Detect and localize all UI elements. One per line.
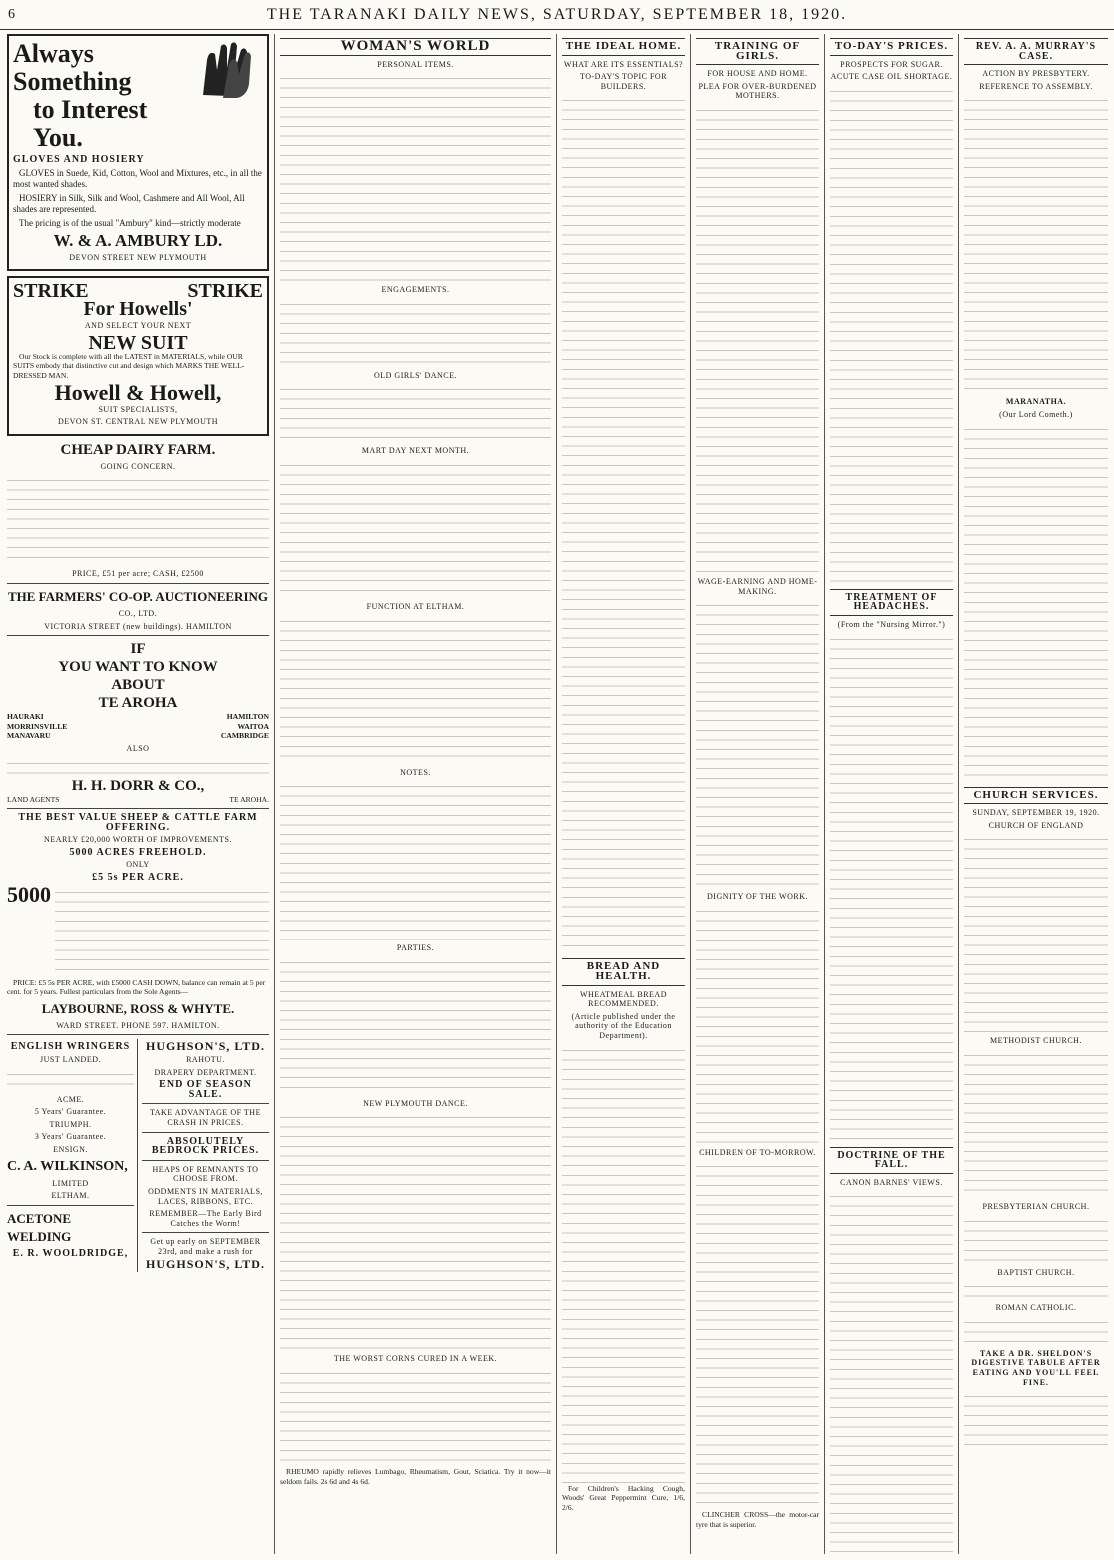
wilkinson-town: ELTHAM. [51, 1191, 90, 1201]
prices-sub1: PROSPECTS FOR SUGAR. [840, 59, 943, 69]
baptist-head: BAPTIST CHURCH. [997, 1267, 1075, 1277]
ideal-sub1: WHAT ARE ITS ESSENTIALS? [563, 59, 684, 69]
welding-head: ACETONE WELDING [7, 1210, 72, 1244]
maranatha-sub: (Our Lord Cometh.) [999, 409, 1073, 419]
sheep-addr: WARD STREET. PHONE 597. HAMILTON. [56, 1020, 220, 1030]
sheep-terms: PRICE: £5 5s PER ACRE, with £5000 CASH DOWN, balance can remain at 5 per cent. for 5 years. Fullest particulars from the Sole Agents— [7, 977, 266, 997]
howell-for: For Howells' [83, 298, 193, 321]
farmers-co: CO., LTD. [118, 608, 158, 618]
ambury-line1: Always Something [13, 39, 132, 96]
fall-sub: CANON BARNES' VIEWS. [840, 1177, 943, 1187]
howell-ad [7, 276, 269, 436]
children-head: CHILDREN OF TO-MORROW. [699, 1147, 816, 1157]
glove-illustration [193, 40, 263, 100]
training-sub1: FOR HOUSE AND HOME. [707, 69, 808, 79]
hughsons-start: Get up early on SEPTEMBER 23rd, and make a rush for [150, 1237, 261, 1256]
farm-sub: GOING CONCERN. [100, 461, 176, 471]
howell-addr: DEVON ST. CENTRAL NEW PLYMOUTH [57, 417, 219, 427]
church-england-head: CHURCH OF ENGLAND [988, 820, 1084, 830]
murray-sub1: ACTION BY PRESBYTERY. [982, 69, 1090, 79]
peppermint-ad: For Children's Hacking Cough, Woods' Great Peppermint Cure, 1/6, 2/6. [562, 1483, 685, 1512]
hughsons-town: RAHOTU. [186, 1055, 225, 1065]
methodist-head: METHODIST CHURCH. [990, 1036, 1082, 1046]
training-head: TRAINING OF GIRLS. [696, 38, 819, 65]
parties-head: PARTIES. [396, 943, 435, 953]
page-number: 6 [8, 6, 15, 22]
sheep-agent: LAYBOURNE, ROSS & WHYTE. [41, 1000, 235, 1016]
training-sub2: PLEA FOR OVER-BURDENED MOTHERS. [698, 81, 817, 101]
howell-name: Howell & Howell, [54, 379, 222, 405]
church-services-head: CHURCH SERVICES. [964, 787, 1108, 805]
prices-head: TO-DAY'S PRICES. [830, 38, 953, 56]
wilkinson-ltd: LIMITED [52, 1178, 89, 1188]
engagements-head: ENGAGEMENTS. [381, 285, 450, 295]
sheep-nearly: NEARLY £20,000 WORTH OF IMPROVEMENTS. [44, 835, 232, 845]
masthead-title: THE TARANAKI DAILY NEWS, SATURDAY, SEPTEMBER 18, 1920. [266, 5, 848, 23]
personal-items-head: PERSONAL ITEMS. [377, 59, 454, 69]
ideal-home-head: THE IDEAL HOME. [562, 38, 685, 56]
old-girls-head: OLD GIRLS' DANCE. [373, 370, 458, 380]
aroha-ad [7, 640, 269, 804]
function-head: FUNCTION AT ELTHAM. [366, 601, 465, 611]
clincher-ad: CLINCHER CROSS—the motor-car tyre that is superior. [696, 1510, 819, 1529]
hughsons-sale: END OF SEASON SALE. [159, 1079, 252, 1100]
hughsons-name-footer: HUGHSON'S, LTD. [146, 1256, 265, 1271]
hughsons-ad [142, 1039, 269, 1272]
aroha-place: TE AROHA [98, 695, 178, 712]
wringers-ensign: ENSIGN. [53, 1145, 88, 1154]
sheldon-ad-head: TAKE A DR. SHELDON'S DIGESTIVE TABULE AFTER EATING AND YOU'LL FEEL FINE. [971, 1348, 1101, 1387]
aroha-also: ALSO [126, 743, 150, 753]
wage-earning-head: WAGE-EARNING AND HOME-MAKING. [697, 576, 818, 596]
howell-suit: NEW SUIT [88, 331, 188, 354]
farm-ad [7, 441, 269, 631]
ads-column [4, 34, 272, 1554]
sheep-ad [7, 813, 269, 1030]
murray-column [961, 34, 1111, 1554]
wringers-head: ENGLISH WRINGERS [10, 1041, 131, 1053]
wilkinson-name: C. A. WILKINSON, [7, 1158, 128, 1174]
aroha-if: IF [130, 641, 146, 658]
wringers-g5: 5 Years' Guarantee. [34, 1107, 107, 1117]
murray-head: REV. A. A. MURRAY'S CASE. [964, 38, 1108, 65]
ideal-home-column [559, 34, 688, 1554]
aroha-towns-right: HAMILTON WAITOA CAMBRIDGE [220, 712, 269, 741]
notes-head: NOTES. [400, 767, 431, 777]
wringers-triumph: TRIUMPH. [49, 1119, 92, 1129]
farm-price: PRICE, £51 per acre; CASH, £2500 [72, 569, 204, 579]
mart-day-head: MART DAY NEXT MONTH. [361, 446, 470, 456]
ambury-pricing: The pricing is of the usual "Ambury" kind—strictly moderate [19, 217, 241, 228]
ambury-gloves: GLOVES in Suede, Kid, Cotton, Wool and Mixtures, etc., in all the most wanted shades. [13, 167, 262, 189]
np-dance-head: NEW PLYMOUTH DANCE. [363, 1098, 468, 1108]
fall-head: DOCTRINE OF THE FALL. [830, 1147, 953, 1174]
wringers-acme: ACME. [56, 1094, 85, 1104]
presbyterian-head: PRESBYTERIAN CHURCH. [982, 1201, 1090, 1211]
sheep-acres: 5000 ACRES FREEHOLD. [69, 846, 207, 858]
ambury-name: W. & A. AMBURY LD. [53, 230, 223, 250]
farmers-name: THE FARMERS' CO-OP. AUCTIONEERING [7, 588, 269, 604]
sheep-head: THE BEST VALUE SHEEP & CATTLE FARM OFFERING. [18, 812, 258, 833]
prices-column [827, 34, 956, 1554]
dorr-place: TE AROHA. [229, 794, 269, 804]
ambury-line2: to Interest You. [33, 95, 148, 152]
dorr-name: H. H. DORR & CO., [71, 777, 205, 794]
hughsons-bedrock: ABSOLUTELY BEDROCK PRICES. [151, 1135, 260, 1157]
bread-sub: WHEATMEAL BREAD RECOMMENDED. [580, 989, 667, 1009]
sunday-date: SUNDAY, SEPTEMBER 19, 1920. [972, 808, 1100, 818]
farmers-addr: VICTORIA STREET (new buildings). HAMILTON [44, 621, 232, 631]
womans-world-column [277, 34, 554, 1554]
hughsons-dept: DRAPERY DEPARTMENT. [154, 1067, 257, 1077]
hughsons-remember: REMEMBER—The Early Bird Catches the Worm! [149, 1209, 262, 1228]
headaches-head: TREATMENT OF HEADACHES. [830, 589, 953, 616]
howell-spec: SUIT SPECIALISTS, [98, 404, 178, 414]
hughsons-name: HUGHSON'S, LTD. [146, 1039, 265, 1054]
aroha-towns-left: HAURAKI MORRINSVILLE MANAVARU [7, 712, 68, 741]
howell-body: Our Stock is complete with all the LATEST in MATERIALS, while OUR SUITS embody that distinctive cut and design which MARKS THE WELL-DRESSED MAN. [13, 351, 245, 380]
headaches-sub: (From the "Nursing Mirror.") [837, 619, 946, 629]
farm-head: CHEAP DAIRY FARM. [60, 441, 216, 458]
womans-world-head: WOMAN'S WORLD [280, 38, 551, 56]
ambury-hosiery: HOSIERY in Silk, Silk and Wool, Cashmere and All Wool, All shades are represented. [13, 192, 245, 214]
hughsons-remnants: HEAPS OF REMNANTS TO CHOOSE FROM. [152, 1164, 259, 1184]
sheep-only: ONLY [126, 860, 150, 870]
wringers-sub: JUST LANDED. [40, 1055, 101, 1065]
bread-note: (Article published under the authority of the Education Department). [571, 1011, 676, 1040]
hughsons-oddments: ODDMENTS IN MATERIALS, LACES, RIBBONS, ETC. [148, 1186, 263, 1206]
ideal-sub2: TO-DAY'S TOPIC FOR BUILDERS. [579, 72, 668, 91]
sheep-big: 5000 [7, 881, 51, 907]
welding-name: E. R. WOOLDRIDGE, [12, 1247, 129, 1259]
ambury-ad [7, 34, 269, 271]
dorr-agents: LAND AGENTS [7, 794, 60, 804]
maranatha-head: MARANATHA. [1005, 397, 1067, 407]
ambury-addr: DEVON STREET NEW PLYMOUTH [69, 252, 207, 262]
rheumo-ad: RHEUMO rapidly relieves Lumbago, Rheumatism, Gout, Sciatica. Try it now—it seldom fails. 2s 6d and 4s 6d. [280, 1466, 551, 1486]
masthead [0, 0, 1114, 30]
murray-sub2: REFERENCE TO ASSEMBLY. [979, 81, 1093, 91]
hughsons-advantage: TAKE ADVANTAGE OF THE CRASH IN PRICES. [150, 1108, 261, 1127]
training-column [693, 34, 822, 1554]
strike-right: STRIKE [187, 280, 263, 303]
ambury-sub: GLOVES AND HOSIERY [13, 154, 145, 165]
strike-left: STRIKE [13, 280, 89, 303]
prices-sub2: ACUTE CASE OIL SHORTAGE. [830, 72, 953, 82]
wringers-g3: 3 Years' Guarantee. [34, 1132, 107, 1142]
sheep-price: £5 5s PER ACRE. [92, 872, 184, 884]
corns-head: THE WORST CORNS CURED IN A WEEK. [333, 1354, 498, 1364]
roman-head: ROMAN CATHOLIC. [995, 1303, 1077, 1313]
aroha-know: YOU WANT TO KNOW [58, 659, 218, 676]
howell-select: AND SELECT YOUR NEXT [84, 321, 192, 331]
wringers-ad [7, 1039, 138, 1272]
aroha-about: ABOUT [111, 677, 165, 694]
dignity-head: DIGNITY OF THE WORK. [707, 892, 808, 902]
bread-health-head: BREAD AND HEALTH. [562, 958, 685, 985]
